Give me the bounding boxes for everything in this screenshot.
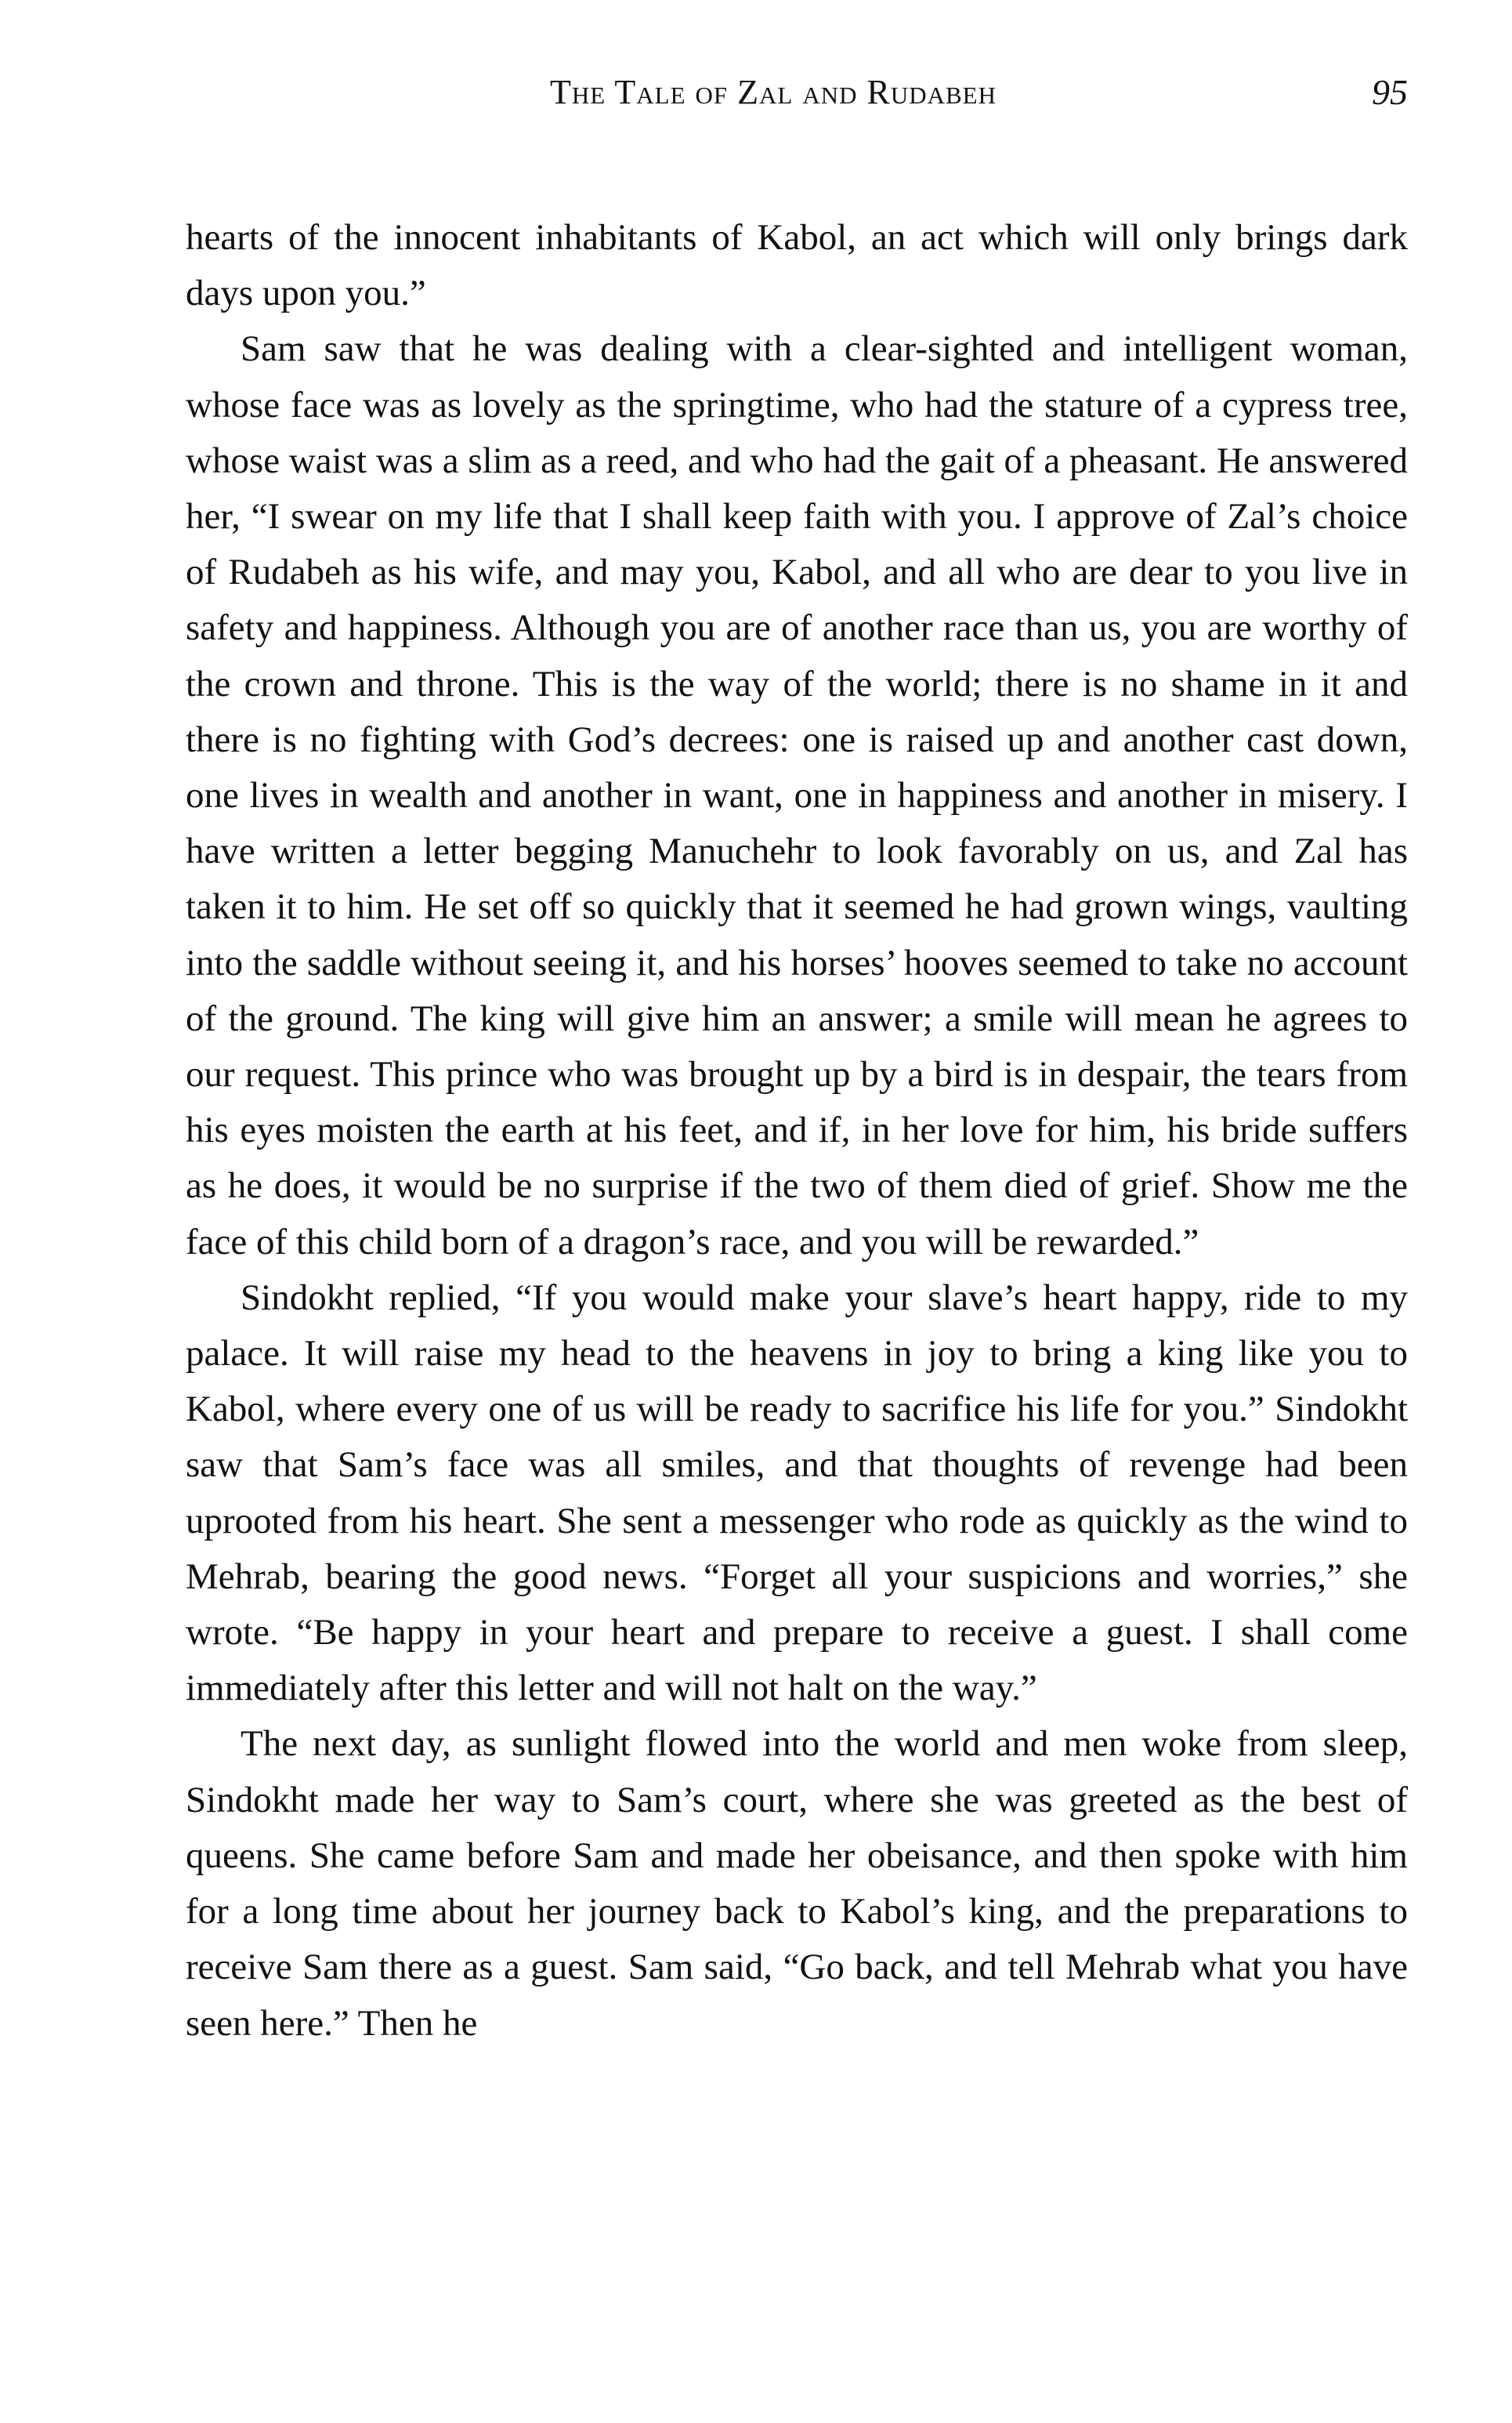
body-text bbox=[186, 210, 1408, 2052]
paragraph-sam-answers: Sam saw that he was dealing with a clear-sighted and intelligent woman, whose face was as lovely as the springtime, who had the stature of a cypress tree, whose waist was a slim as a reed, and who had the gait of a pheasant. He answered her, “I swear on my life that I shall keep faith with you. I approve of Zal’s choice of Rudabeh as his wife, and may you, Kabol, and all who are dear to you live in safety and happiness. Although you are of another race than us, you are worthy of the crown and throne. This is the way of the world; there is no shame in it and there is no fighting with God’s decrees: one is raised up and another cast down, one lives in wealth and another in want, one in happiness and another in misery. I have written a letter begging Manuchehr to look favorably on us, and Zal has taken it to him. He set off so quickly that it seemed he had grown wings, vaulting into the saddle without seeing it, and his horses’ hooves seemed to take no account of the ground. The king will give him an answer; a smile will mean he agrees to our request. This prince who was brought up by a bird is in despair, the tears from his eyes moisten the earth at his feet, and if, in her love for him, his bride suffers as he does, it would be no surprise if the two of them died of grief. Show me the face of this child born of a dragon’s race, and you will be rewarded.” bbox=[186, 328, 1408, 1262]
running-header bbox=[186, 69, 1408, 116]
page-number: 95 bbox=[1372, 72, 1408, 112]
paragraph-continued: hearts of the innocent inhabitants of Kabol, an act which will only brings dark days upon you.” bbox=[186, 217, 1408, 314]
paragraph-sindokht-replies: Sindokht replied, “If you would make your slave’s heart happy, ride to my palace. It will raise my head to the heavens in joy to bring a king like you to Kabol, where every one of us will be ready to sacrifice his life for you.” Sindokht saw that Sam’s face was all smiles, and that thoughts of revenge had been uprooted from his heart. She sent a messenger who rode as quickly as the wind to Mehrab, bearing the good news. “Forget all your suspicions and worries,” she wrote. “Be happy in your heart and prepare to receive a guest. I shall come immediately after this letter and will not halt on the way.” bbox=[186, 1277, 1408, 1709]
running-title: The Tale of Zal and Rudabeh bbox=[549, 73, 997, 111]
paragraph-next-day: The next day, as sunlight flowed into the world and men woke from sleep, Sindokht made her way to Sam’s court, where she was greeted as the best of queens. She came before Sam and made her obeisance, and then spoke with him for a long time about her journey back to Kabol’s king, and the preparations to receive Sam there as a guest. Sam said, “Go back, and tell Mehrab what you have seen here.” Then he bbox=[186, 1723, 1408, 2044]
